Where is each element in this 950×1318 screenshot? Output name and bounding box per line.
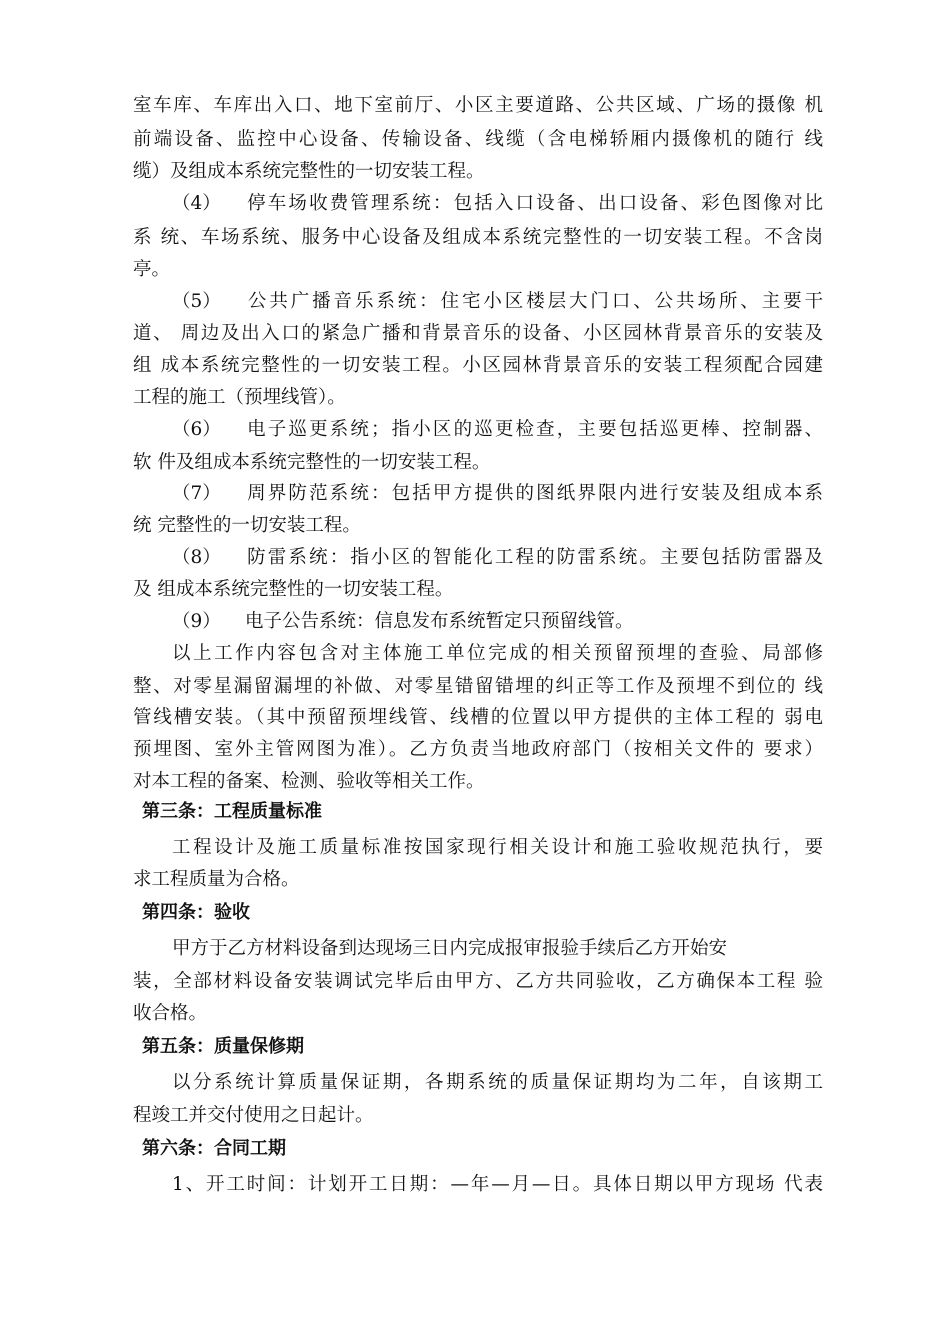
item-text: 停车场收费管理系统：包括入口设备、出口设备、彩色图像对比: [245, 193, 823, 214]
item-number: （5）: [172, 291, 221, 312]
item-5-line: [172, 290, 823, 314]
item-number: （4）: [172, 193, 221, 214]
text-line: 对本工程的备案、检测、验收等相关工作。: [133, 771, 485, 792]
section-heading: 第六条：合同工期: [142, 1138, 286, 1159]
text-line: 前端设备、监控中心设备、传输设备、线缆（含电梯轿厢内摄像机的随行 线: [133, 129, 823, 150]
text-line: 工程设计及施工质量标准按国家现行相关设计和施工验收规范执行，要: [172, 837, 823, 858]
text-line: 整、对零星漏留漏埋的补做、对零星错留错埋的纠正等工作及预埋不到位的 线: [133, 676, 823, 697]
item-8-line: [172, 546, 823, 570]
item-text: 电子巡更系统；指小区的巡更检查，主要包括巡更棒、控制器、: [245, 419, 823, 440]
text-line: 装，全部材料设备安装调试完毕后由甲方、乙方共同验收，乙方确保本工程 验: [133, 971, 823, 992]
item-text: 公共广播音乐系统：住宅小区楼层大门口、公共场所、主要干: [245, 291, 823, 312]
text-line: 组 成本系统完整性的一切安装工程。小区园林背景音乐的安装工程须配合园建: [133, 355, 823, 376]
text-line: 软 件及组成本系统完整性的一切安装工程。: [133, 452, 491, 473]
text-line: 1、开工时间：计划开工日期：—年—月—日。具体日期以甲方现场 代表: [172, 1174, 823, 1195]
item-number: （7）: [172, 483, 221, 504]
text-line: 亭。: [133, 259, 171, 280]
text-line: 程竣工并交付使用之日起计。: [133, 1105, 374, 1126]
item-9-line: [172, 610, 823, 634]
text-line: 求工程质量为合格。: [133, 869, 300, 890]
text-line: 及 组成本系统完整性的一切安装工程。: [133, 579, 454, 600]
item-number: （6）: [172, 419, 221, 440]
section-heading: 第五条：质量保修期: [142, 1036, 304, 1057]
text-line: 缆）及组成本系统完整性的一切安装工程。: [133, 161, 485, 182]
item-number: （8）: [172, 547, 221, 568]
text-line: 室车库、车库出入口、地下室前厅、小区主要道路、公共区域、广场的摄像 机: [133, 95, 823, 116]
text-line: 管线槽安装。（其中预留预埋线管、线槽的位置以甲方提供的主体工程的 弱电: [133, 707, 823, 728]
item-7-line: [172, 482, 823, 506]
text-line: 甲方于乙方材料设备到达现场三日内完成报审报验手续后乙方开始安: [172, 938, 728, 959]
item-4-line: [172, 192, 823, 216]
text-line: 预埋图、室外主管网图为准）。乙方负责当地政府部门（按相关文件的 要求）: [133, 739, 823, 760]
item-6-line: [172, 418, 823, 442]
section-heading: 第三条：工程质量标准: [142, 801, 322, 822]
text-line: 统 完整性的一切安装工程。: [133, 515, 361, 536]
item-text: 防雷系统：指小区的智能化工程的防雷系统。主要包括防雷器及: [245, 547, 823, 568]
section-heading: 第四条：验收: [142, 902, 250, 923]
item-text: 周界防范系统：包括甲方提供的图纸界限内进行安装及组成本系: [245, 483, 823, 504]
text-line: 工程的施工（预埋线管）。: [133, 387, 346, 408]
text-line: 以上工作内容包含对主体施工单位完成的相关预留预埋的查验、局部修: [172, 643, 823, 664]
text-line: 道、 周边及出入口的紧急广播和背景音乐的设备、小区园林背景音乐的安装及: [133, 323, 823, 344]
item-number: （9）: [172, 611, 221, 632]
text-line: 以分系统计算质量保证期，各期系统的质量保证期均为二年，自该期工: [172, 1072, 823, 1093]
text-line: 收合格。: [133, 1003, 208, 1024]
text-line: 系 统、车场系统、服务中心设备及组成本系统完整性的一切安装工程。不含岗: [133, 227, 823, 248]
item-text: 电子公告系统：信息发布系统暂定只预留线管。: [245, 611, 634, 632]
